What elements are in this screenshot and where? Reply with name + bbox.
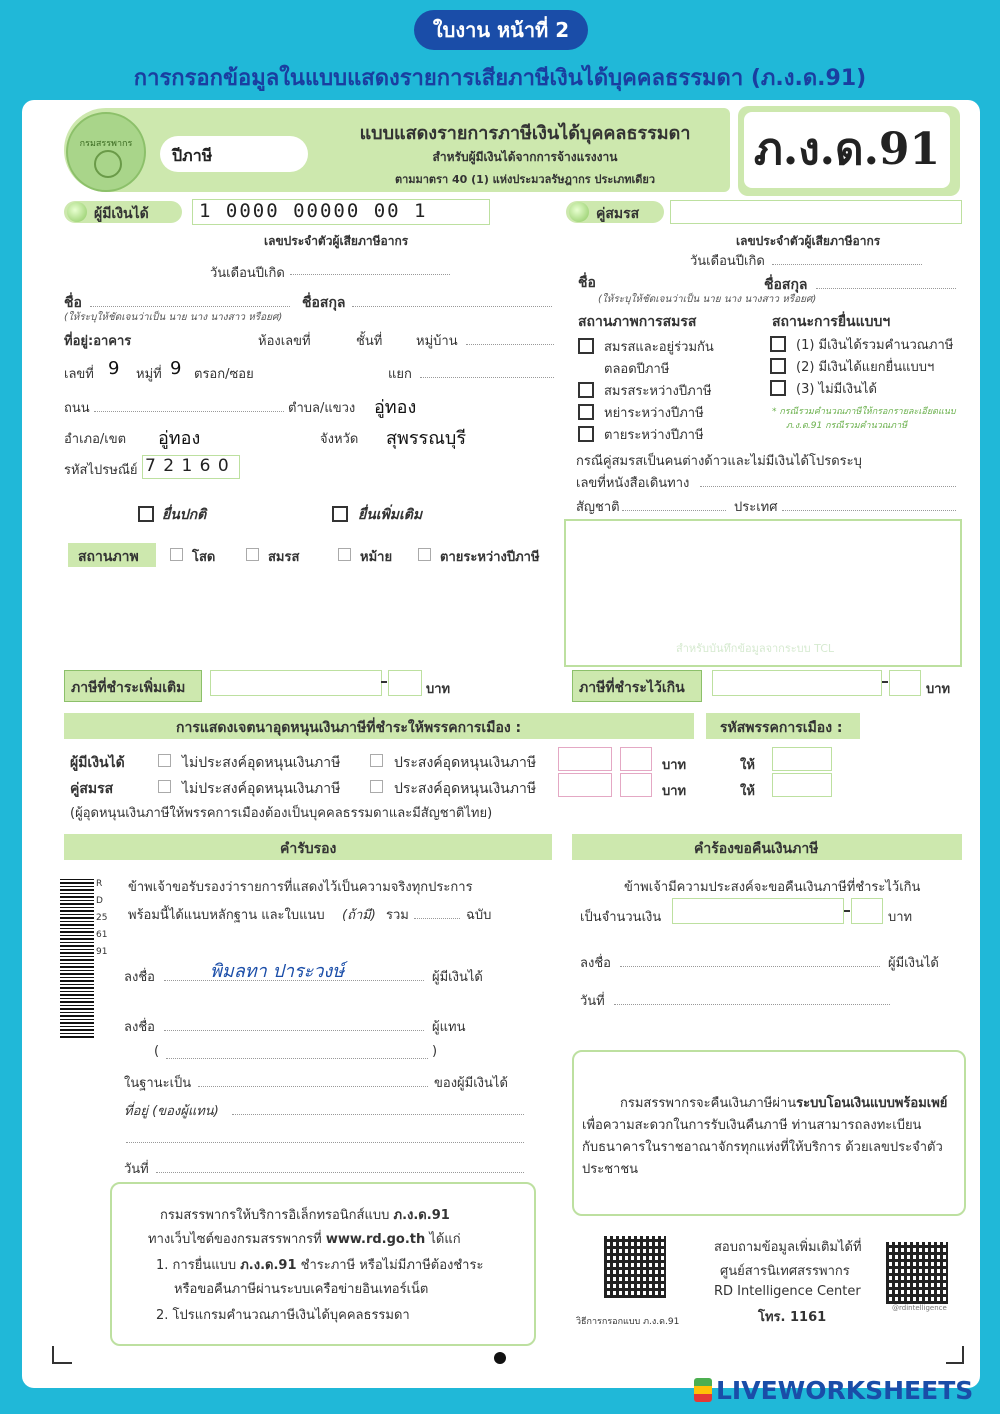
filing-combined-label: (1) มีเงินได้รวมคำนวณภาษี [796, 338, 954, 353]
agent-rparen: ) [432, 1044, 438, 1059]
spouse-label-pill [566, 201, 664, 223]
tcl-caption: สำหรับบันทึกข้อมูลจากระบบ TCL [676, 642, 835, 655]
contact-line-1: สอบถามข้อมูลเพิ่มเติมได้ที่ [714, 1240, 862, 1255]
promptpay-line-1 [620, 1092, 947, 1113]
marital-divorced-checkbox[interactable] [578, 404, 594, 420]
status-single-checkbox[interactable] [170, 548, 183, 561]
payer-tin-caption: เลขประจำตัวผู้เสียภาษีอากร [264, 234, 409, 248]
tax-year-label: ปีภาษี [172, 146, 213, 165]
eservice-item-1a: 1. การยื่นแบบ [156, 1258, 237, 1273]
eservice-line-1b: ภ.ง.ด.91 [393, 1208, 450, 1223]
refund-dash [844, 910, 850, 912]
payer-province-value[interactable]: สุพรรณบุรี [386, 428, 466, 449]
party-payer-yes-label: ประสงค์อุดหนุนเงินภาษี [394, 755, 537, 771]
refund-date-line[interactable] [614, 1004, 890, 1005]
eservice-website-link[interactable]: www.rd.go.th [325, 1232, 426, 1247]
party-payer-no-label: ไม่ประสงค์อุดหนุนเงินภาษี [182, 755, 341, 771]
barcode-text: RD256191 [96, 879, 108, 957]
tax-extra-dash [381, 681, 387, 683]
party-code-head-band [706, 713, 860, 739]
payer-dob-line[interactable] [290, 274, 450, 275]
status-single-label: โสด [192, 550, 216, 565]
brand-text: LIVEWORKSHEETS [716, 1376, 974, 1405]
payer-label: ผู้มีเงินได้ [94, 206, 149, 222]
foreign-line-1: กรณีคู่สมรสเป็นคนต่างด้าวและไม่มีเงินได้โปรดระบุ [576, 454, 862, 469]
eservice-line-1a: กรมสรรพากรให้บริการอิเล็กทรอนิกส์แบบ [160, 1208, 390, 1223]
filing-note-2: ภ.ง.ด.91 กรณีรวมคำนวณภาษี [786, 421, 908, 431]
spouse-tin-field[interactable] [670, 200, 962, 224]
foreign-line-2: เลขที่หนังสือเดินทาง [576, 476, 690, 491]
tax-over-dash [882, 681, 888, 683]
party-spouse-baht: บาท [662, 784, 687, 799]
eservice-line-1 [160, 1204, 450, 1225]
spouse-name-label: ชื่อ [578, 275, 596, 291]
promptpay-line-2: เพื่อความสะดวกในการรับเงินคืนภาษี ท่านสามารถลงทะเบียน [582, 1118, 922, 1133]
payer-dob-label: วันเดือนปีเกิด [210, 266, 285, 281]
eservice-item-1 [156, 1254, 483, 1275]
filing-separate-checkbox[interactable] [770, 358, 786, 374]
payer-subdistrict-value[interactable]: อู่ทอง [374, 397, 417, 418]
eservice-item-1b: ภ.ง.ด.91 [240, 1258, 297, 1273]
agent-address-line[interactable] [232, 1114, 524, 1115]
eservice-item-1d: หรือขอคืนภาษีผ่านระบบเครือข่ายอินเทอร์เน็ต [174, 1282, 429, 1297]
marital-died-label: ตายระหว่างปีภาษี [604, 428, 704, 443]
agent-as-label: ในฐานะเป็น [124, 1076, 192, 1091]
promptpay-line-1b: ระบบโอนเงินแบบพร้อมเพย์ [796, 1096, 948, 1111]
payer-subdistrict-label: ตำบล/แขวง [288, 401, 356, 416]
payer-no-value[interactable]: 9 [108, 358, 120, 379]
tax-over-satang-field[interactable] [889, 670, 921, 696]
marital-married-during-checkbox[interactable] [578, 382, 594, 398]
qr-caption: วิธีการกรอกแบบ ภ.ง.ด.91 [576, 1317, 680, 1327]
filing-combined-checkbox[interactable] [770, 336, 786, 352]
payer-tin-field[interactable] [192, 199, 490, 225]
passport-line[interactable] [700, 486, 956, 487]
nationality-line[interactable] [622, 510, 726, 511]
party-payer-yes-checkbox[interactable] [370, 754, 383, 767]
eservice-line-2c: ได้แก่ [429, 1232, 461, 1247]
contact-line-3: RD Intelligence Center [714, 1284, 861, 1299]
refund-sign-line[interactable] [620, 966, 880, 967]
country-label: ประเทศ [734, 500, 778, 515]
form-title: แบบแสดงรายการภาษีเงินได้บุคคลธรรมดา [359, 123, 691, 144]
party-spouse-no-checkbox[interactable] [158, 780, 171, 793]
certify-payer-label: ผู้มีเงินได้ [432, 970, 483, 985]
agent-label: ผู้แทน [432, 1020, 466, 1035]
country-line[interactable] [782, 510, 956, 511]
status-died-label: ตายระหว่างปีภาษี [440, 550, 540, 565]
payer-district-value[interactable]: อู่ทอง [158, 428, 201, 449]
tax-extra-baht-field[interactable] [210, 670, 382, 696]
payer-moo-label: หมู่ที่ [136, 367, 162, 382]
refund-baht-field[interactable] [672, 898, 844, 924]
payer-village-line[interactable] [466, 344, 554, 345]
nationality-label: สัญชาติ [576, 500, 620, 515]
corner-mark-right [946, 1346, 964, 1364]
party-head: การแสดงเจตนาอุดหนุนเงินภาษีที่ชำระให้พรรคการเมือง : [176, 720, 522, 736]
payer-split-line[interactable] [420, 377, 554, 378]
certify-line-2d: ฉบับ [466, 908, 492, 923]
logo-emblem-icon [94, 150, 122, 178]
agent-sign-label: ลงชื่อ [124, 1020, 155, 1035]
payer-zip-value[interactable]: 7 2 1 6 0 [142, 455, 240, 479]
payer-bullet-icon [67, 202, 87, 222]
qr-code-icon[interactable] [604, 1236, 666, 1298]
party-spouse-no-label: ไม่ประสงค์อุดหนุนเงินภาษี [182, 781, 341, 797]
promptpay-line-3: กับธนาคารในราชอาณาจักรทุกแห่งที่ให้บริการ ด้วยเลขประจำตัว [582, 1140, 943, 1155]
spouse-tin-caption: เลขประจำตัวผู้เสียภาษีอากร [736, 234, 881, 248]
spouse-label: คู่สมรส [596, 206, 640, 222]
agent-name-line[interactable] [166, 1058, 428, 1059]
payer-road-label: ถนน [64, 401, 90, 416]
certify-head-band [64, 834, 552, 860]
status-married-checkbox[interactable] [246, 548, 259, 561]
status-widowed-label: หม้าย [360, 550, 393, 565]
tax-year-field[interactable] [160, 136, 308, 172]
extra-filing-label: ยื่นเพิ่มเติม [358, 507, 423, 523]
of-payer-label: ของผู้มีเงินได้ [434, 1076, 508, 1091]
payer-label-pill [64, 201, 182, 223]
liveworksheets-logo-icon [694, 1378, 712, 1402]
status-label: สถานภาพ [78, 549, 139, 565]
contact-line-4: โทร. 1161 [758, 1310, 827, 1325]
eservice-line-2 [148, 1228, 461, 1249]
page-dot [494, 1352, 506, 1364]
filing-noincome-checkbox[interactable] [770, 380, 786, 396]
status-married-label: สมรส [268, 550, 300, 565]
corner-mark-left [52, 1346, 72, 1364]
party-spouse-give: ให้ [740, 784, 755, 799]
status-widowed-checkbox[interactable] [338, 548, 351, 561]
payer-soi-label: ตรอก/ซอย [194, 367, 254, 382]
tcl-box [564, 519, 962, 667]
payer-name-hint: (ให้ระบุให้ชัดเจนว่าเป็น นาย นาง นางสาว หรือยศ) [64, 312, 283, 323]
party-payer-satang-field[interactable] [620, 747, 652, 771]
filing-note-1: * กรณีรวมคำนวณภาษีให้กรอกรายละเอียดแนบ [772, 407, 956, 417]
payer-village-label: หมู่บ้าน [416, 334, 458, 349]
marital-together-label: สมรสและอยู่ร่วมกัน [604, 340, 714, 355]
payer-province-label: จังหวัด [320, 432, 359, 447]
attachment-count-line[interactable] [414, 918, 460, 919]
spouse-dob-label: วันเดือนปีเกิด [690, 254, 765, 269]
worksheet-page-pill: ใบงาน หน้าที่ 2 [414, 10, 588, 50]
certify-sign-label: ลงชื่อ [124, 970, 155, 985]
qr-code-2-icon[interactable] [886, 1242, 948, 1304]
payer-road-line[interactable] [94, 411, 284, 412]
tax-extra-label: ภาษีที่ชำระเพิ่มเติม [71, 680, 186, 696]
worksheet-subtitle: การกรอกข้อมูลในแบบแสดงรายการเสียภาษีเงินได้บุคคลธรรมดา (ภ.ง.ด.91) [133, 66, 867, 91]
payer-signature[interactable]: พิมลทา ปาระวงษ์ [210, 961, 345, 982]
tax-extra-baht: บาท [426, 682, 451, 697]
eservice-item-2: 2. โปรแกรมคำนวณภาษีเงินได้บุคคลธรรมดา [156, 1308, 410, 1323]
party-spouse-label: คู่สมรส [70, 781, 114, 797]
eservice-item-1c: ชำระภาษี หรือไม่มีภาษีต้องชำระ [300, 1258, 484, 1273]
payer-floor-label: ชั้นที่ [356, 334, 383, 349]
promptpay-line-1a: กรมสรรพากรจะคืนเงินภาษีผ่าน [620, 1096, 797, 1111]
filing-noincome-label: (3) ไม่มีเงินได้ [796, 382, 877, 397]
payer-address-label: ที่อยู่:อาคาร [64, 334, 132, 349]
normal-filing-label: ยื่นปกติ [162, 507, 207, 523]
certify-date-label: วันที่ [124, 1162, 149, 1177]
party-spouse-yes-checkbox[interactable] [370, 780, 383, 793]
revenue-dept-logo [66, 112, 146, 192]
refund-baht: บาท [888, 910, 913, 925]
tax-over-baht: บาท [926, 682, 951, 697]
spouse-dob-line[interactable] [772, 264, 922, 265]
party-payer-baht: บาท [662, 758, 687, 773]
spouse-name-hint: (ให้ระบุให้ชัดเจนว่าเป็น นาย นาง นางสาว หรือยศ) [598, 294, 817, 305]
spouse-surname-line[interactable] [816, 288, 956, 289]
agent-lparen: ( [154, 1044, 160, 1059]
spouse-bullet-icon [569, 202, 589, 222]
tax-extra-label-band [64, 670, 202, 702]
payer-name-label: ชื่อ [64, 295, 82, 311]
party-payer-label: ผู้มีเงินได้ [70, 755, 125, 771]
filing-heading: สถานะการยื่นแบบฯ [772, 314, 891, 330]
party-head-band [64, 713, 694, 739]
party-payer-baht-field[interactable] [558, 747, 612, 771]
payer-zip-label: รหัสไปรษณีย์ [64, 463, 138, 478]
refund-payer-label: ผู้มีเงินได้ [888, 956, 939, 971]
logo-text: กรมสรรพากร [79, 139, 133, 149]
marital-heading: สถานภาพการสมรส [578, 314, 697, 330]
refund-amount-label: เป็นจำนวนเงิน [580, 910, 662, 925]
form-sub1: สำหรับผู้มีเงินได้จากการจ้างแรงงาน [432, 150, 618, 164]
party-payer-no-checkbox[interactable] [158, 754, 171, 767]
filing-separate-label: (2) มีเงินได้แยกยื่นแบบฯ [796, 360, 935, 375]
party-code-head: รหัสพรรคการเมือง : [720, 720, 843, 736]
refund-satang-field[interactable] [851, 898, 883, 924]
certify-line-2c: รวม [386, 908, 409, 923]
refund-head-band [572, 834, 962, 860]
status-died-checkbox[interactable] [418, 548, 431, 561]
agent-address-label: ที่อยู่ (ของผู้แทน) [124, 1104, 219, 1119]
form-code: ภ.ง.ด.91 [744, 112, 950, 188]
party-payer-give: ให้ [740, 758, 755, 773]
tax-over-label: ภาษีที่ชำระไว้เกิน [579, 680, 685, 696]
payer-tin-value: 1 0000 00000 00 1 [199, 200, 428, 222]
eservice-line-2a: ทางเว็บไซต์ของกรมสรรพากรที่ [148, 1232, 322, 1247]
marital-together-label-2: ตลอดปีภาษี [604, 362, 670, 377]
payer-surname-label: ชื่อสกุล [302, 295, 346, 311]
certify-date-line[interactable] [156, 1172, 524, 1173]
normal-filing-checkbox[interactable] [138, 506, 154, 522]
party-spouse-yes-label: ประสงค์อุดหนุนเงินภาษี [394, 781, 537, 797]
agent-as-line[interactable] [198, 1086, 428, 1087]
payer-no-label: เลขที่ [64, 367, 94, 382]
marital-together-checkbox[interactable] [578, 338, 594, 354]
marital-married-during-label: สมรสระหว่างปีภาษี [604, 384, 712, 399]
tax-over-label-band [572, 670, 702, 702]
promptpay-line-4: ประชาชน [582, 1162, 639, 1177]
payer-moo-value[interactable]: 9 [170, 358, 182, 379]
tax-over-baht-field[interactable] [712, 670, 882, 696]
tax-extra-satang-field[interactable] [388, 670, 422, 696]
marital-died-checkbox[interactable] [578, 426, 594, 442]
barcode-icon [60, 878, 94, 1038]
contact-line-2: ศูนย์สารนิเทศสรรพากร [720, 1264, 850, 1279]
refund-sign-label: ลงชื่อ [580, 956, 611, 971]
certify-line-2a: พร้อมนี้ได้แนบหลักฐาน และใบแนบ [128, 908, 325, 923]
extra-filing-checkbox[interactable] [332, 506, 348, 522]
payer-surname-line[interactable] [352, 306, 552, 307]
status-label-band [68, 543, 156, 567]
party-spouse-satang-field[interactable] [620, 773, 652, 797]
spouse-surname-label: ชื่อสกุล [764, 277, 808, 293]
refund-head: คำร้องขอคืนเงินภาษี [694, 841, 819, 857]
payer-name-line[interactable] [90, 306, 290, 307]
refund-date-label: วันที่ [580, 994, 605, 1009]
payer-split-label: แยก [388, 367, 412, 382]
qr-2-caption: @rdintelligence [892, 1304, 947, 1312]
certify-head: คำรับรอง [280, 841, 337, 857]
certify-line-1: ข้าพเจ้าขอรับรองว่ารายการที่แสดงไว้เป็นความจริงทุกประการ [128, 880, 473, 895]
party-spouse-code-field[interactable] [772, 773, 832, 797]
payer-district-label: อำเภอ/เขต [64, 432, 127, 447]
marital-divorced-label: หย่าระหว่างปีภาษี [604, 406, 704, 421]
party-spouse-baht-field[interactable] [558, 773, 612, 797]
party-note: (ผู้อุดหนุนเงินภาษีให้พรรคการเมืองต้องเป็นบุคคลธรรมดาและมีสัญชาติไทย) [70, 806, 493, 821]
certify-line-2b: (ถ้ามี) [342, 908, 376, 923]
payer-room-label: ห้องเลขที่ [258, 334, 311, 349]
agent-address-line-2[interactable] [126, 1142, 524, 1143]
form-sub2: ตามมาตรา 40 (1) แห่งประมวลรัษฎากร ประเภทเดียว [394, 173, 656, 186]
party-payer-code-field[interactable] [772, 747, 832, 771]
agent-sign-line[interactable] [164, 1030, 424, 1031]
refund-line-1: ข้าพเจ้ามีความประสงค์จะขอคืนเงินภาษีที่ชำระไว้เกิน [624, 880, 921, 895]
